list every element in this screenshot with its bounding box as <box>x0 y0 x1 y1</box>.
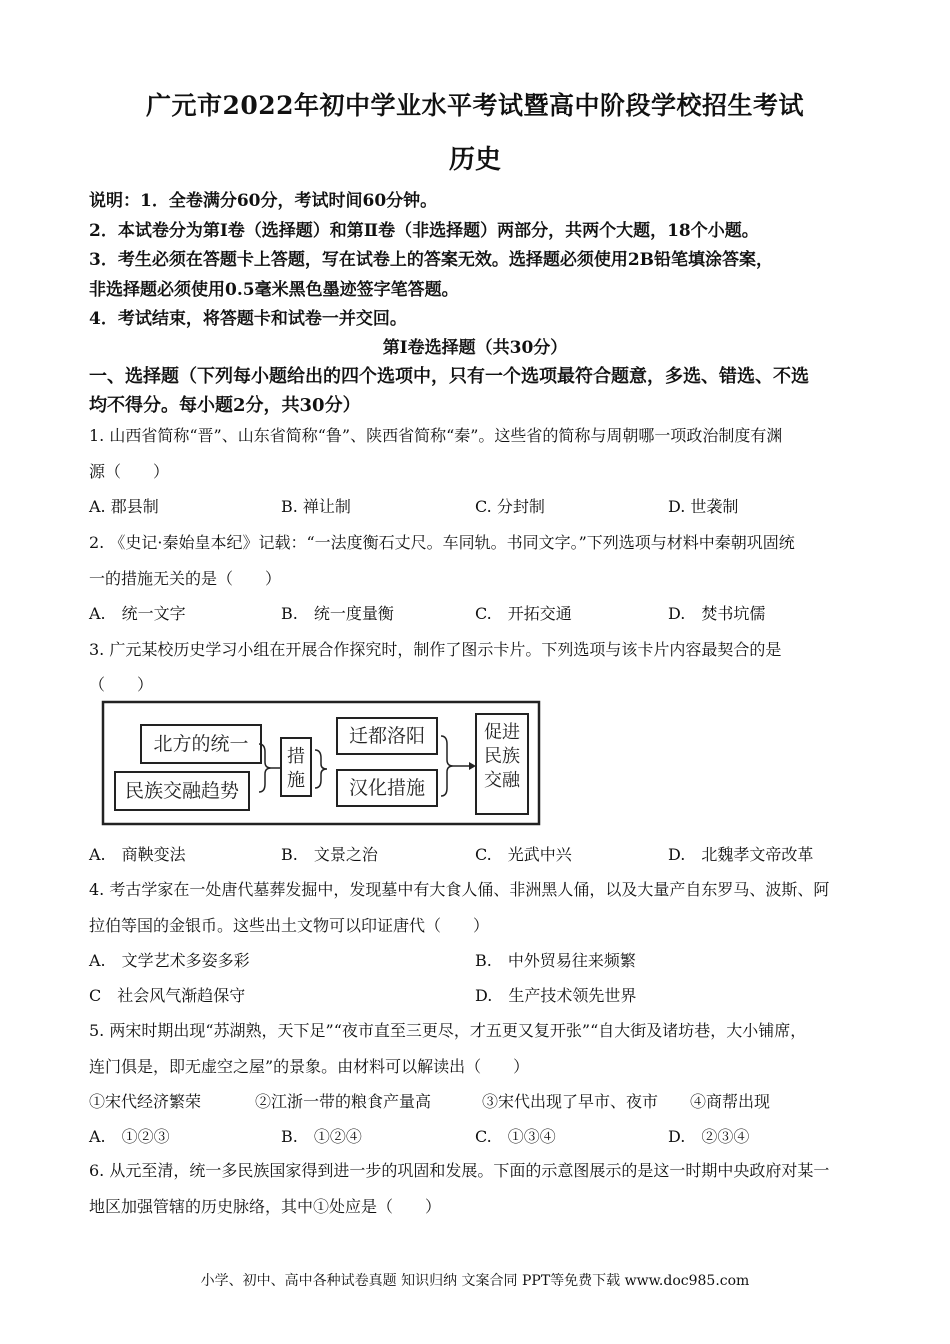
note-line: 说明：1．全卷满分60分，考试时间60分钟。 <box>89 191 438 211</box>
question-1-text: 1. 山西省简称“晋”、山东省简称“鲁”、陕西省简称“秦”。这些省的简称与周朝哪一项政治制度有渊 <box>89 426 783 445</box>
q5-item-4: ④商帮出现 <box>690 1092 771 1111</box>
question-5-text: 5. 两宋时期出现“苏湖熟，天下足”“夜市直至三更尽，才五更又复开张”“自大街及诸坊巷，大小铺席， <box>89 1021 807 1040</box>
exam-title: 广元市2022年初中学业水平考试暨高中阶段学校招生考试 <box>145 91 805 120</box>
diagram-middle-bottom: 施 <box>287 770 305 791</box>
question-6-text: 地区加强管辖的历史脉络，其中①处应是（ ） <box>89 1197 442 1216</box>
page-footer: 小学、初中、高中各种试卷真题 知识归纳 文案合同 PPT等免费下载 www.doc985.com <box>200 1273 750 1289</box>
note-line: 3．考生必须在答题卡上答题，写在试卷上的答案无效。选择题必须使用2B铅笔填涂答案， <box>89 250 774 270</box>
q5-item-3: ③宋代出现了早市、夜市 <box>482 1092 659 1111</box>
question-3-text: 3. 广元某校历史学习小组在开展合作探究时，制作了图示卡片。下列选项与该卡片内容最契合的是 <box>89 640 782 659</box>
question-4-text: 4. 考古学家在一处唐代墓葬发掘中，发现墓中有大食人俑、非洲黑人俑，以及大量产自东罗马、波斯、阿 <box>89 880 830 899</box>
q1-option-a: A. 郡县制 <box>89 497 159 516</box>
question-3-text: （ ） <box>89 675 154 694</box>
question-6-text: 6. 从元至清，统一多民族国家得到进一步的巩固和发展。下面的示意图展示的是这一时期中央政府对某一 <box>89 1161 830 1180</box>
diagram-right-bottom: 汉化措施 <box>348 777 426 799</box>
q2-option-d: D. 焚书坑儒 <box>668 604 766 623</box>
question-2-text: 2. 《史记·秦始皇本纪》记载：“一法度衡石丈尺。车同轨。书同文字。”下列选项与材料中秦朝巩固统 <box>89 533 795 552</box>
diagram-result-3: 交融 <box>484 770 520 791</box>
q5-option-d: D. ②③④ <box>668 1127 750 1146</box>
q4-option-b: B. 中外贸易往来频繁 <box>475 951 636 970</box>
q5-item-1: ①宋代经济繁荣 <box>89 1092 202 1111</box>
diagram-right-top: 迁都洛阳 <box>348 725 426 747</box>
q2-option-a: A. 统一文字 <box>89 604 186 623</box>
reform-diagram <box>101 700 541 826</box>
q3-option-d: D. 北魏孝文帝改革 <box>668 845 814 864</box>
part-title: 均不得分。每小题2分，共30分） <box>89 395 361 416</box>
note-line: 2．本试卷分为第Ⅰ卷（选择题）和第Ⅱ卷（非选择题）两部分，共两个大题，18个小题。 <box>89 221 759 241</box>
diagram-result-1: 促进 <box>484 722 520 743</box>
q5-option-a: A. ①②③ <box>89 1127 170 1146</box>
q5-option-c: C. ①③④ <box>475 1127 556 1146</box>
question-4-text: 拉伯等国的金银币。这些出土文物可以印证唐代（ ） <box>89 916 490 935</box>
q1-option-b: B. 禅让制 <box>281 497 351 516</box>
question-5-text: 连门俱是，即无虚空之屋”的景象。由材料可以解读出（ ） <box>89 1057 530 1076</box>
q5-option-b: B. ①②④ <box>281 1127 362 1146</box>
note-line: 4．考试结束，将答题卡和试卷一并交回。 <box>89 309 407 329</box>
q3-option-b: B. 文景之治 <box>281 845 378 864</box>
q1-option-d: D. 世袭制 <box>668 497 739 516</box>
question-1-text: 源（ ） <box>89 462 170 481</box>
note-line: 非选择题必须使用0.5毫米黑色墨迹签字笔答题。 <box>89 280 459 300</box>
section-title: 第Ⅰ卷选择题（共30分） <box>382 338 568 358</box>
q4-option-a: A. 文学艺术多姿多彩 <box>89 951 250 970</box>
diagram-left-bottom: 民族交融趋势 <box>124 780 240 802</box>
subject-title: 历史 <box>448 145 501 175</box>
q3-option-a: A. 商鞅变法 <box>89 845 186 864</box>
diagram-middle-top: 措 <box>287 746 305 767</box>
diagram-left-top: 北方的统一 <box>153 733 249 755</box>
question-2-text: 一的措施无关的是（ ） <box>89 569 282 588</box>
q1-option-c: C. 分封制 <box>475 497 545 516</box>
q4-option-c: C 社会风气渐趋保守 <box>89 986 246 1005</box>
q2-option-c: C. 开拓交通 <box>475 604 572 623</box>
q2-option-b: B. 统一度量衡 <box>281 604 394 623</box>
q3-option-c: C. 光武中兴 <box>475 845 572 864</box>
q5-item-2: ②江浙一带的粮食产量高 <box>255 1092 432 1111</box>
diagram-result-2: 民族 <box>484 746 520 767</box>
q4-option-d: D. 生产技术领先世界 <box>475 986 637 1005</box>
part-title: 一、选择题（下列每小题给出的四个选项中，只有一个选项最符合题意，多选、错选、不选 <box>89 366 809 387</box>
